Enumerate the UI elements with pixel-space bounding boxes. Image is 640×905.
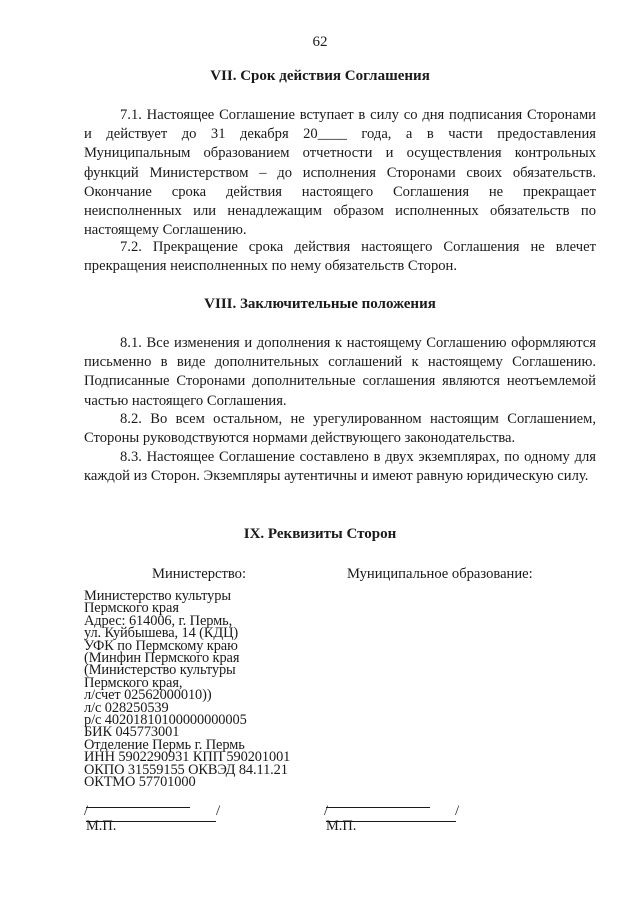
paragraph-8-2: 8.2. Во всем остальном, не урегулированном настоящим Соглашением, Стороны руководствуются нормами действующего законодательства. <box>84 411 596 447</box>
paragraph-8-3: 8.3. Настоящее Соглашение составлено в двух экземплярах, по одному для каждой из Сторон. Экземпляры аутентичны и имеют равную юридическую силу. <box>84 449 596 485</box>
requisite-line: л/счет 02562000010)) <box>84 687 212 704</box>
requisite-line: ИНН 5902290931 КПП 590201001 <box>84 749 291 766</box>
right-signature-line-top <box>326 807 430 808</box>
requisite-line: ОКПО 31559155 ОКВЭД 84.11.21 <box>84 761 288 778</box>
left-signature-line-top <box>86 807 190 808</box>
paragraph-7-1: 7.1. Настоящее Соглашение вступает в силу со дня подписания Сторонами и действует до 31 декабря 20____ года, а в части предоставления Муниципальным образованием отчетности и осуществления контрольных функций Министерством – до исполнения Сторонами своих обязательств. Окончание срока действия настоящего Соглашения не прекращает неисполненных или ненадлежащим образом исполненных обязательств по настоящему Соглашению. <box>84 107 596 239</box>
left-signature-slash-close: / <box>216 803 221 819</box>
requisite-line: Министерство культуры <box>84 588 231 604</box>
left-stamp-label: М.П. <box>86 818 117 834</box>
requisite-line: (Министерство культуры <box>84 662 236 679</box>
requisite-line: Пермского края <box>84 600 179 617</box>
requisite-line: Адрес: 614006, г. Пермь, <box>84 612 233 629</box>
requisite-line: БИК 045773001 <box>84 724 180 741</box>
party-label-municipality: Муниципальное образование: <box>347 566 533 582</box>
requisite-line: УФК по Пермскому краю <box>84 637 238 654</box>
requisite-line: Пермского края, <box>84 674 183 691</box>
paragraph-8-1: 8.1. Все изменения и дополнения к настоящему Соглашению оформляются письменно в виде дополнительных соглашений к настоящему Соглашению. Подписанные Сторонами дополнительные соглашения являются неотъемлемой частью настоящего Соглашения. <box>84 335 596 409</box>
requisite-line: (Минфин Пермского края <box>84 650 240 667</box>
right-signature-slash-close: / <box>455 803 460 819</box>
requisite-line: л/с 028250539 <box>84 699 169 716</box>
section-vii-title: VII. Срок действия Соглашения <box>210 68 430 84</box>
right-stamp-label: М.П. <box>326 818 357 834</box>
right-signature-slash-open: / <box>324 803 329 819</box>
page-number: 62 <box>312 34 328 50</box>
requisite-line: ОКТМО 57701000 <box>84 774 196 791</box>
requisite-line: ул. Куйбышева, 14 (КДЦ) <box>84 625 239 642</box>
section-ix-title: IX. Реквизиты Сторон <box>243 526 397 542</box>
party-label-ministry: Министерство: <box>152 566 247 582</box>
left-signature-slash-open: / <box>84 803 89 819</box>
paragraph-7-2: 7.2. Прекращение срока действия настоящего Соглашения не влечет прекращения неисполненных по нему обязательств Сторон. <box>84 239 596 275</box>
requisite-line: р/с 40201810100000000005 <box>84 712 247 729</box>
requisite-line: Отделение Пермь г. Пермь <box>84 736 245 753</box>
ministry-requisites <box>84 590 290 789</box>
section-viii-title: VIII. Заключительные положения <box>204 296 436 312</box>
